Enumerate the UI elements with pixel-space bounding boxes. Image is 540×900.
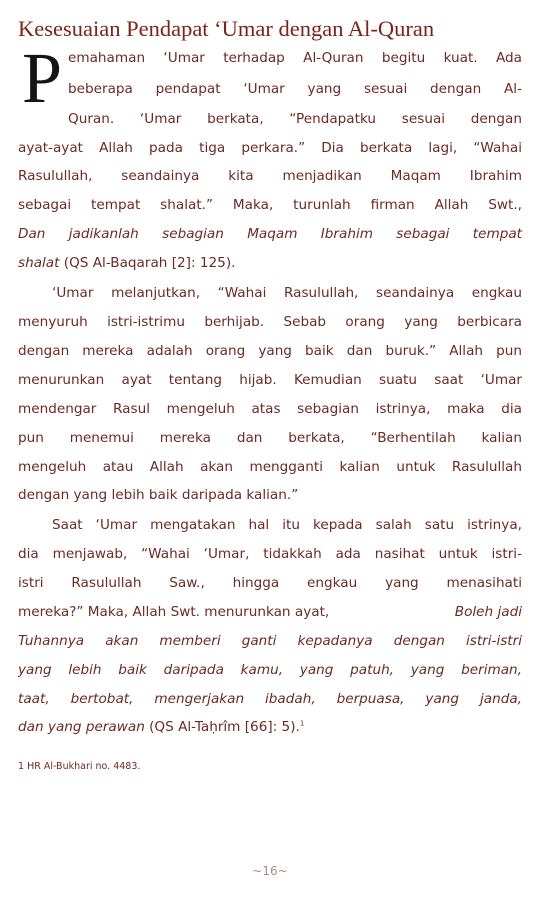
paragraph-1-line: sebagai tempat shalat.” Maka, turunlah firman Allah Swt., — [18, 197, 522, 213]
paragraph-2-line: ‘Umar melanjutkan, “Wahai Rasulullah, seandainya engkau — [52, 285, 522, 301]
quran-quote-line: Dan jadikanlah sebagian Maqam Ibrahim sebagai tempat — [18, 226, 522, 242]
quran-quote-text: shalat — [18, 255, 60, 271]
paragraph-2-line: mengeluh atau Allah akan mengganti kalian untuk Rasulullah — [18, 459, 522, 475]
paragraph-2-line: mendengar Rasul mengeluh atas sebagian istrinya, maka dia — [18, 401, 522, 417]
paragraph-3-line: istri Rasulullah Saw., hingga engkau yang menasihati — [18, 575, 522, 591]
paragraph-3-line — [18, 601, 522, 623]
quran-quote-text: Boleh jadi — [454, 604, 522, 620]
paragraph-2-line: pun menemui mereka dan berkata, “Berhentilah kalian — [18, 430, 522, 446]
drop-cap-letter: P — [22, 38, 63, 118]
paragraph-1-line: emahaman ‘Umar terhadap Al-Quran begitu kuat. Ada — [68, 50, 522, 66]
paragraph-3-line: dia menjawab, “Wahai ‘Umar, tidakkah ada nasihat untuk istri- — [18, 546, 522, 562]
paragraph-1-line: Rasulullah, seandainya kita menjadikan Maqam Ibrahim — [18, 168, 522, 184]
paragraph-2-line: dengan yang lebih baik daripada kalian.” — [18, 487, 299, 503]
verse-reference: (QS Al-Taḥrîm [66]: 5). — [144, 719, 300, 735]
quran-quote-line: taat, bertobat, mengerjakan ibadah, berpuasa, yang janda, — [18, 691, 522, 707]
paragraph-1-line: Quran. ‘Umar berkata, “Pendapatku sesuai dengan — [68, 111, 522, 127]
paragraph-3-line: Saat ‘Umar mengatakan hal itu kepada salah satu istrinya, — [52, 517, 522, 533]
footnote: 1 HR Al-Bukhari no. 4483. — [18, 761, 141, 772]
quran-quote-line: yang lebih baik daripada kamu, yang patuh, yang beriman, — [18, 662, 522, 678]
quran-quote-text: dan yang perawan — [18, 719, 145, 735]
section-heading: Kesesuaian Pendapat ‘Umar dengan Al-Quran — [18, 16, 435, 41]
paragraph-1-last-line — [18, 252, 235, 274]
footnote-marker[interactable]: 1 — [299, 719, 305, 728]
page-number: ~16~ — [252, 864, 288, 878]
paragraph-2-line: dengan mereka adalah orang yang baik dan buruk.” Allah pun — [18, 343, 522, 359]
paragraph-3-last-line — [18, 716, 304, 738]
paragraph-2-line: menyuruh istri-istrimu berhijab. Sebab orang yang berbicara — [18, 314, 522, 330]
quran-quote-line: Tuhannya akan memberi ganti kepadanya dengan istri-istri — [18, 633, 522, 649]
verse-reference: (QS Al-Baqarah [2]: 125). — [59, 255, 236, 271]
paragraph-2-line: menurunkan ayat tentang hijab. Kemudian suatu saat ‘Umar — [18, 372, 522, 388]
paragraph-1-line: ayat-ayat Allah pada tiga perkara.” Dia berkata lagi, “Wahai — [18, 140, 522, 156]
paragraph-3-line-text: mereka?” Maka, Allah Swt. menurunkan ayat, — [18, 604, 330, 620]
paragraph-1-line: beberapa pendapat ‘Umar yang sesuai dengan Al- — [68, 81, 522, 97]
